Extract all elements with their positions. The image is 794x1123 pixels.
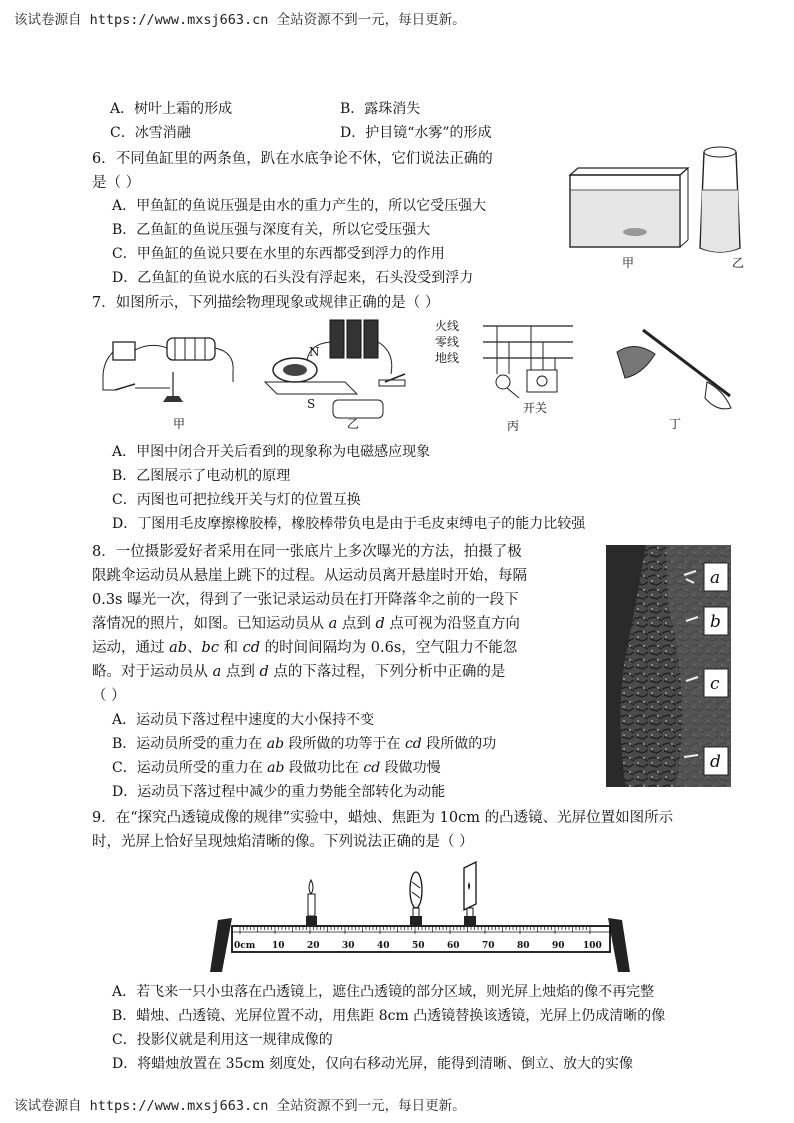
q8-option-b: B．运动员所受的重力在 ab 段所做的功等于在 cd 段所做的功 xyxy=(112,736,497,752)
tick-label-50: 50 xyxy=(412,941,425,951)
q9-option-a: A．若飞来一只小虫落在凸透镜上，遮住凸透镜的部分区域，则光屏上烛焰的像不再完整 xyxy=(112,984,655,1000)
tick-label-20: 20 xyxy=(307,941,320,951)
q7-fig-jia xyxy=(103,338,233,402)
q7-label-s: S xyxy=(307,397,316,411)
q9-line2: 时，光屏上恰好呈现烛焰清晰的像。下列说法正确的是（ ） xyxy=(92,834,474,850)
tick-label-40: 40 xyxy=(377,941,390,951)
q6-option-c: C．甲鱼缸的鱼说只要在水里的东西都受到浮力的作用 xyxy=(112,246,445,262)
q7-option-c: C．丙图也可把拉线开关与灯的位置互换 xyxy=(112,492,361,508)
photo-label-b: b xyxy=(710,612,721,632)
q7-label-ding: 丁 xyxy=(669,417,682,431)
tick-label-70: 70 xyxy=(482,941,495,951)
optical-bench-figure xyxy=(210,860,630,975)
q7-label-jia: 甲 xyxy=(173,417,186,431)
photo-label-d: d xyxy=(710,752,721,772)
page-footer: 该试卷源自 https://www.mxsj663.cn 全站资源不到一元，每日更新。 xyxy=(14,1098,466,1114)
q8-line5: 运动，通过 ab、bc 和 cd 的时间间隔均为 0.6s，空气阻力不能忽 xyxy=(92,640,518,656)
q7-label-bing: 丙 xyxy=(507,419,520,433)
q6-option-a: A．甲鱼缸的鱼说压强是由水的重力产生的，所以它受压强大 xyxy=(112,198,487,214)
q5-option-d: D．护目镜“水雾”的形成 xyxy=(340,125,492,141)
q5-option-a: A．树叶上霜的形成 xyxy=(110,101,233,117)
q7-label-zero: 零线 xyxy=(435,335,460,349)
q7-fig-bing xyxy=(483,326,573,398)
q7-option-d: D．丁图用毛皮摩擦橡胶棒，橡胶棒带负电是由于毛皮束缚电子的能力比较强 xyxy=(112,516,586,532)
fish-tank-figure xyxy=(560,140,760,280)
tick-label-80: 80 xyxy=(517,941,530,951)
tick-label-100: 100 xyxy=(583,941,602,951)
q6-stem-line2: 是（ ） xyxy=(92,175,141,191)
q7-fig-yi xyxy=(265,320,405,418)
tick-label-90: 90 xyxy=(552,941,565,951)
q8-line2: 限跳伞运动员从悬崖上跳下的过程。从运动员离开悬崖时开始，每隔 xyxy=(92,568,527,584)
q7-fig-ding xyxy=(617,330,731,409)
q8-option-c: C．运动员所受的重力在 ab 段做功比在 cd 段做功慢 xyxy=(112,760,441,776)
q8-option-d: D．运动员下落过程中减少的重力势能全部转化为动能 xyxy=(112,784,446,800)
q7-label-ground: 地线 xyxy=(435,351,460,365)
q5-option-c: C．冰雪消融 xyxy=(110,125,191,141)
q6-option-d: D．乙鱼缸的鱼说水底的石头没有浮起来，石头没受到浮力 xyxy=(112,270,474,286)
photo-label-a: a xyxy=(710,568,721,588)
candle xyxy=(306,880,317,926)
page-header: 该试卷源自 https://www.mxsj663.cn 全站资源不到一元，每日更新。 xyxy=(14,12,466,28)
q6-option-b: B．乙鱼缸的鱼说压强与深度有关，所以它受压强大 xyxy=(112,222,431,238)
fig-label-jia: 甲 xyxy=(622,256,635,270)
cliff-photo xyxy=(606,545,731,787)
q8-option-a: A．运动员下落过程中速度的大小保持不变 xyxy=(112,712,375,728)
q7-label-n: N xyxy=(309,345,320,359)
tick-label-60: 60 xyxy=(447,941,460,951)
convex-lens xyxy=(410,872,422,926)
q7-label-switch: 开关 xyxy=(523,401,548,415)
fish-tank-jia xyxy=(570,168,688,247)
q6-stem-line1: 6．不同鱼缸里的两条鱼，趴在水底争论不休，它们说法正确的 xyxy=(92,151,493,167)
q8-line6: 略。对于运动员从 a 点到 d 点的下落过程，下列分析中正确的是 xyxy=(92,664,506,680)
tick-label-10: 10 xyxy=(272,941,285,951)
q7-option-a: A．甲图中闭合开关后看到的现象称为电磁感应现象 xyxy=(112,444,431,460)
q7-label-yi: 乙 xyxy=(347,417,360,431)
q8-line4: 落情况的照片，如图。已知运动员从 a 点到 d 点可视为沿竖直方向 xyxy=(92,616,520,632)
light-screen xyxy=(464,862,476,926)
photo-label-c: c xyxy=(710,674,720,694)
q9-line1: 9．在“探究凸透镜成像的规律”实验中，蜡烛、焦距为 10cm 的凸透镜、光屏位置如图所示 xyxy=(92,810,674,826)
q7-figures xyxy=(95,312,755,442)
q8-line7: （ ） xyxy=(92,688,126,704)
tick-label-30: 30 xyxy=(342,941,355,951)
q9-option-c: C．投影仪就是利用这一规律成像的 xyxy=(112,1032,333,1048)
q7-label-fire: 火线 xyxy=(435,319,460,333)
q9-option-b: B．蜡烛、凸透镜、光屏位置不动，用焦距 8cm 凸透镜替换该透镜，光屏上仍成清晰的像 xyxy=(112,1008,666,1024)
q9-option-d: D．将蜡烛放置在 35cm 刻度处，仅向右移动光屏，能得到清晰、倒立、放大的实像 xyxy=(112,1056,634,1072)
fig-label-yi: 乙 xyxy=(732,256,745,270)
q8-line1: 8．一位摄影爱好者采用在同一张底片上多次曝光的方法，拍摄了极 xyxy=(92,544,522,560)
ruler-unit: 0cm xyxy=(234,941,256,951)
q7-option-b: B．乙图展示了电动机的原理 xyxy=(112,468,291,484)
fish-vase-yi xyxy=(700,147,740,252)
q7-stem: 7．如图所示，下列描绘物理现象或规律正确的是（ ） xyxy=(92,295,440,311)
q8-line3: 0.3s 曝光一次，得到了一张记录运动员在打开降落伞之前的一段下 xyxy=(92,592,519,608)
q5-option-b: B．露珠消失 xyxy=(340,101,421,117)
